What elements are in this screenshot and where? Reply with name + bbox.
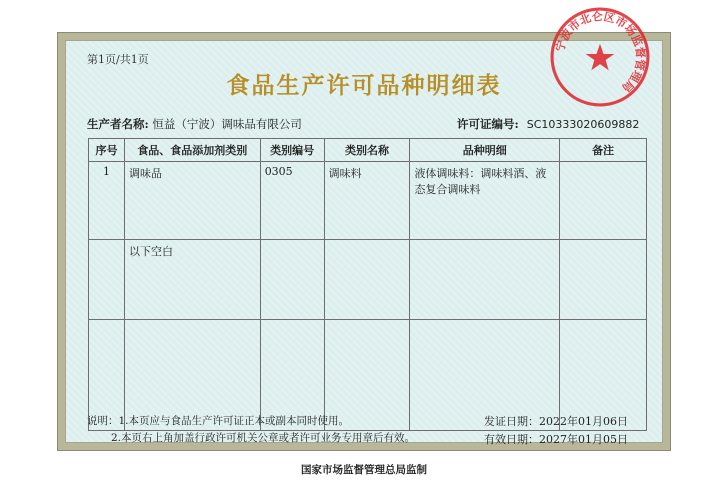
- license-number: SC10333020609882: [526, 118, 640, 131]
- cell-seq: 1: [89, 162, 125, 240]
- seal-text: 宁波市北仑区市场监督管理局: [553, 10, 648, 95]
- cell-name: 调味料: [324, 162, 410, 240]
- header-remark: 备注: [560, 139, 647, 162]
- cell-seq: [89, 240, 125, 320]
- table-row: [89, 240, 647, 320]
- cell-category: 调味品: [124, 162, 260, 240]
- official-seal-icon: [549, 6, 651, 108]
- page-number: 第1页/共1页: [87, 53, 149, 66]
- cell-detail: [410, 240, 560, 320]
- table-row: [89, 162, 647, 240]
- header-seq: 序号: [89, 139, 125, 162]
- license-info: [457, 116, 639, 132]
- seal-star-icon: [586, 44, 615, 71]
- producer-name: 恒益（宁波）调味品有限公司: [152, 117, 302, 131]
- license-label: 许可证编号:: [457, 117, 519, 131]
- cell-category: 以下空白: [124, 240, 260, 320]
- cell-name: [324, 240, 410, 320]
- document-title: 食品生产许可品种明细表: [226, 72, 502, 99]
- cell-detail: 液体调味料：调味料酒、液态复合调味料: [410, 162, 560, 240]
- note-line-1: 说明：1.本页应与食品生产许可证正本或副本同时使用。: [87, 415, 350, 427]
- cell-code: 0305: [260, 162, 324, 240]
- header-code: 类别编号: [260, 139, 324, 162]
- notes: [87, 413, 415, 447]
- cell-code: [260, 240, 324, 320]
- issue-date: 发证日期：2022年01月06日: [484, 415, 628, 428]
- cell-remark: [560, 162, 647, 240]
- footer-supervisor: 国家市场监督管理总局监制: [301, 464, 427, 476]
- header-category: 食品、食品添加剂类别: [124, 139, 260, 162]
- variety-table: [88, 138, 647, 431]
- header-name: 类别名称: [324, 139, 410, 162]
- producer-label: 生产者名称:: [87, 117, 149, 131]
- cell-remark: [560, 240, 647, 320]
- dates: [484, 413, 628, 449]
- header-detail: 品种明细: [410, 139, 560, 162]
- valid-date: 有效日期：2027年01月05日: [484, 433, 628, 446]
- table-header-row: [89, 139, 647, 162]
- note-line-2: 2.本页右上角加盖行政许可机关公章或者许可业务专用章后有效。: [111, 432, 416, 444]
- producer-info: [87, 116, 302, 132]
